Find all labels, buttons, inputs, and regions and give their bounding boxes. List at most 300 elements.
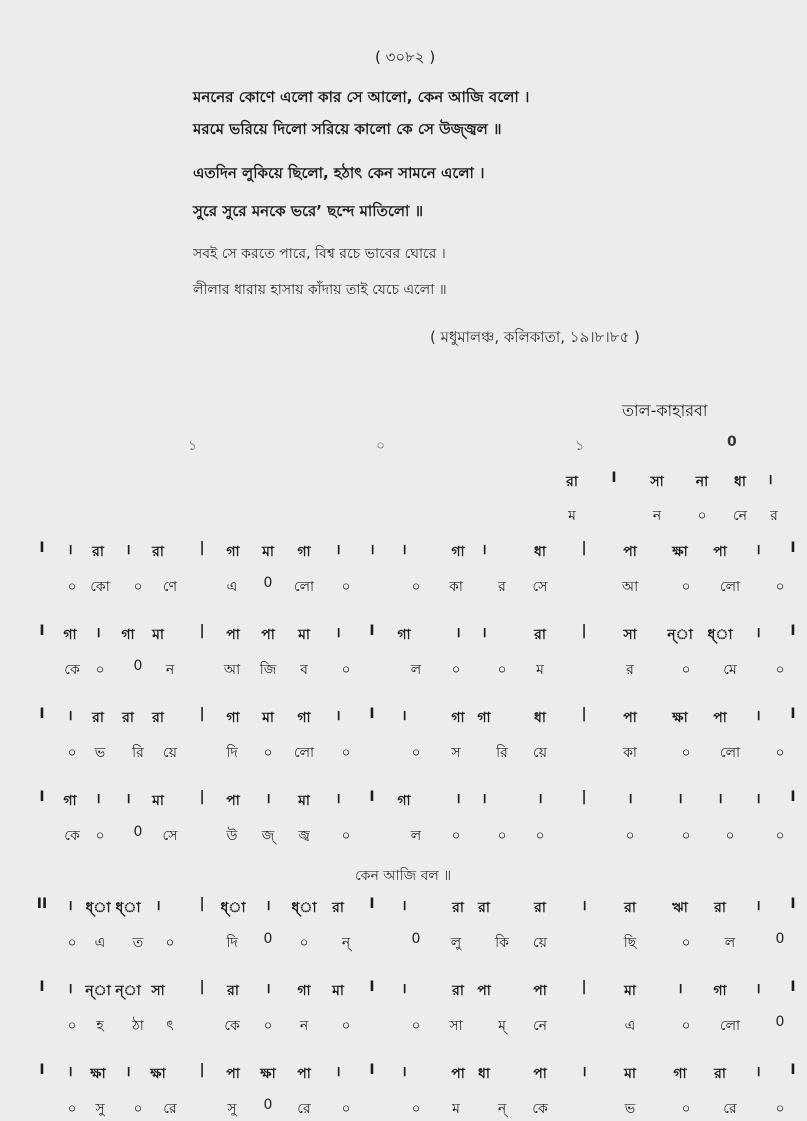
lyric: রে <box>163 1101 177 1117</box>
note: গা <box>713 983 727 999</box>
note: I <box>369 789 375 805</box>
note: ধা <box>734 474 746 490</box>
lyric: ০ <box>67 745 77 761</box>
note: । <box>481 542 487 558</box>
lyric: লো <box>719 579 741 595</box>
lyric: সে <box>162 828 178 844</box>
lyric: দি <box>226 745 238 761</box>
lyric: ০ <box>411 579 421 595</box>
note: পা <box>533 1066 547 1082</box>
beat-mark-3: ১ <box>575 438 585 454</box>
note: গা <box>226 710 240 726</box>
lyric: লু <box>450 935 462 951</box>
note: । <box>67 898 73 914</box>
beat-mark-4: 0 <box>727 434 737 450</box>
note: মা <box>262 544 274 560</box>
note: ধ্‌া <box>85 900 111 916</box>
note: পা <box>533 983 547 999</box>
note: গা <box>297 983 311 999</box>
note: । <box>755 1064 761 1080</box>
lyric: জি <box>259 662 277 678</box>
lyric: ০ <box>497 828 507 844</box>
lyric: ০ <box>341 745 351 761</box>
note: গা <box>121 627 135 643</box>
lyric: ন <box>652 508 662 524</box>
lyric: ম <box>568 508 576 524</box>
lyric: ম্‌ <box>498 1018 506 1034</box>
note: । <box>755 791 761 807</box>
beat-mark-2: ০ <box>376 438 386 454</box>
lyric: ০ <box>411 745 421 761</box>
lyric: কা <box>623 745 637 761</box>
note: সা <box>623 627 637 643</box>
note: । <box>95 625 101 641</box>
note: । <box>67 1064 73 1080</box>
note: | <box>581 540 587 556</box>
lyric: লো <box>293 745 315 761</box>
poem-line-6: লীলার ধারায় হাসায় কাঁদায় তাই যেচে এলো ॥ <box>193 282 447 298</box>
lyrics-row <box>0 824 807 848</box>
note: গা <box>673 1066 687 1082</box>
lyrics-row <box>0 931 807 955</box>
lyric: ০ <box>775 1101 785 1117</box>
note: II <box>36 896 48 912</box>
lyric: ণে <box>162 579 178 595</box>
note: | <box>199 896 205 912</box>
lyric: ল <box>410 828 422 844</box>
beat-mark-1: ১ <box>188 438 198 454</box>
lyric: য়ে <box>533 935 547 951</box>
note: পা <box>623 710 637 726</box>
note: । <box>677 981 683 997</box>
lyrics-row <box>0 741 807 765</box>
note: | <box>199 789 205 805</box>
poem-line-3: এতদিন লুকিয়ে ছিলো, হঠাৎ কেন সামনে এলো । <box>193 164 485 182</box>
note: । <box>755 708 761 724</box>
lyric: ০ <box>341 828 351 844</box>
note: | <box>199 1062 205 1078</box>
lyric: ০ <box>67 935 77 951</box>
lyric: কে <box>64 662 80 678</box>
note: । <box>265 981 271 997</box>
notes-row <box>0 896 807 920</box>
note: I <box>790 789 796 805</box>
note: । <box>335 1064 341 1080</box>
note: I <box>790 896 796 912</box>
note: | <box>581 623 587 639</box>
lyric: ০ <box>341 1101 351 1117</box>
note: পা <box>226 627 240 643</box>
lyric: রে <box>723 1101 737 1117</box>
lyric: ছি <box>623 935 637 951</box>
poem-line-2: মরমে ভরিয়ে দিলো সরিয়ে কালো কে সে উজ্জ্বল ॥ <box>193 120 502 138</box>
lyric: ০ <box>681 828 691 844</box>
tal-label: তাল-কাহারবা <box>622 401 708 420</box>
note: গা <box>297 710 311 726</box>
lyric: মে <box>723 662 737 678</box>
note: । <box>125 1064 131 1080</box>
lyric: ৎ <box>166 1018 174 1034</box>
note: । <box>455 625 461 641</box>
note: রা <box>624 900 636 916</box>
lyric: লো <box>719 745 741 761</box>
note: । <box>335 791 341 807</box>
lyric: ল <box>724 935 736 951</box>
note: গা <box>63 627 77 643</box>
lyric: রি <box>132 745 144 761</box>
lyric: ম <box>536 662 544 678</box>
note: মা <box>298 793 310 809</box>
lyric: লো <box>293 579 315 595</box>
note: । <box>401 1064 407 1080</box>
lyric: ০ <box>725 828 735 844</box>
note: I <box>790 623 796 639</box>
note: গা <box>451 710 465 726</box>
lyric: ০ <box>625 828 635 844</box>
lyric: রি <box>496 745 508 761</box>
note: রা <box>122 710 134 726</box>
note: I <box>39 1062 45 1078</box>
note: I <box>790 979 796 995</box>
note: | <box>199 979 205 995</box>
lyric: এ <box>226 579 238 595</box>
note: ধ্‌া <box>220 900 246 916</box>
lyric: ০ <box>341 579 351 595</box>
note: পা <box>226 1066 240 1082</box>
note: | <box>199 623 205 639</box>
note: । <box>67 981 73 997</box>
note: । <box>401 542 407 558</box>
lyric: ০ <box>697 508 707 524</box>
note: পা <box>261 627 275 643</box>
note: । <box>767 472 773 488</box>
note: । <box>125 791 131 807</box>
note: সা <box>151 983 165 999</box>
note: মা <box>332 983 344 999</box>
note: ধ্‌া <box>707 627 733 643</box>
lyric: এ <box>94 935 106 951</box>
notes-row <box>0 1062 807 1086</box>
note: । <box>755 981 761 997</box>
lyric: ০ <box>165 935 175 951</box>
lyric: নে <box>532 1018 548 1034</box>
note: গা <box>451 544 465 560</box>
note: ঋা <box>672 900 688 916</box>
lyric: ০ <box>775 579 785 595</box>
note: রা <box>152 544 164 560</box>
note: । <box>265 791 271 807</box>
lyric: 0 <box>133 824 143 840</box>
note: রা <box>534 627 546 643</box>
lyric: আ <box>223 662 241 678</box>
note: । <box>265 898 271 914</box>
note: । <box>677 791 683 807</box>
page-number: ( ৩০৮২ ) <box>375 48 436 66</box>
lyric: দি <box>226 935 238 951</box>
note: পা <box>713 544 727 560</box>
note: । <box>537 791 543 807</box>
note: রা <box>452 900 464 916</box>
lyric: 0 <box>411 931 421 947</box>
note: মা <box>298 627 310 643</box>
notes-row <box>0 623 807 647</box>
lyric: ০ <box>535 828 545 844</box>
lyric: ০ <box>775 745 785 761</box>
note: মা <box>624 983 636 999</box>
lyric: ০ <box>681 745 691 761</box>
note: রা <box>92 544 104 560</box>
lyrics-row <box>0 1097 807 1121</box>
note: I <box>369 623 375 639</box>
note: রা <box>478 900 490 916</box>
notes-row <box>0 540 807 564</box>
note: পা <box>623 544 637 560</box>
lyric: ০ <box>263 1018 273 1034</box>
lyric: ০ <box>299 935 309 951</box>
lyric: সু <box>227 1101 237 1117</box>
lyric: জ্‌ <box>261 828 275 844</box>
note: । <box>481 625 487 641</box>
mid-caption: কেন আজি বল ॥ <box>355 868 452 884</box>
lyric: সু <box>95 1101 105 1117</box>
note: I <box>369 1062 375 1078</box>
lyric: হ <box>96 1018 104 1034</box>
note: । <box>401 898 407 914</box>
lyric: সা <box>449 1018 463 1034</box>
credit-line: ( মধুমালঞ্চ, কলিকাতা, ১৯।৮।৮৫ ) <box>430 328 640 346</box>
lyric: ম <box>452 1101 460 1117</box>
note: I <box>790 540 796 556</box>
lyric: য়ে <box>163 745 177 761</box>
lyric: ০ <box>95 828 105 844</box>
lyric: ০ <box>263 745 273 761</box>
lyric: লো <box>719 1018 741 1034</box>
note: গা <box>63 793 77 809</box>
note: পা <box>477 983 491 999</box>
note: I <box>39 979 45 995</box>
lyric: 0 <box>775 1014 785 1030</box>
note: মা <box>262 710 274 726</box>
note: ক্ষা <box>672 710 688 726</box>
note: ধা <box>534 710 546 726</box>
lyric: 0 <box>263 1097 273 1113</box>
note: । <box>335 708 341 724</box>
note: । <box>717 791 723 807</box>
note: ক্ষা <box>150 1066 166 1082</box>
lyric: র <box>626 662 634 678</box>
note: ধা <box>534 544 546 560</box>
note: I <box>369 706 375 722</box>
lyric: কে <box>224 1018 240 1034</box>
lyric: এ <box>624 1018 636 1034</box>
lyric: কে <box>64 828 80 844</box>
note: । <box>581 1064 587 1080</box>
lyric: ০ <box>681 935 691 951</box>
lyric: ন <box>165 662 175 678</box>
note: । <box>125 542 131 558</box>
intro-lyrics <box>0 504 807 528</box>
note: পা <box>451 1066 465 1082</box>
note: রা <box>714 1066 726 1082</box>
note: । <box>481 791 487 807</box>
note: ক্ষা <box>90 1066 106 1082</box>
notes-row <box>0 979 807 1003</box>
note: পা <box>297 1066 311 1082</box>
note: ন্‌া <box>667 627 693 643</box>
note: । <box>581 898 587 914</box>
note: ন্‌া <box>85 983 111 999</box>
lyric: সে <box>532 579 548 595</box>
note: ন্‌া <box>115 983 141 999</box>
note: । <box>755 625 761 641</box>
lyric: ০ <box>67 1101 77 1117</box>
notes-row <box>0 706 807 730</box>
note: ধ্‌া <box>115 900 141 916</box>
lyric: ০ <box>681 1018 691 1034</box>
lyric: ভ <box>94 745 106 761</box>
lyric: স <box>451 745 461 761</box>
lyric: 0 <box>775 931 785 947</box>
note: ক্ষা <box>260 1066 276 1082</box>
note: | <box>581 979 587 995</box>
note: I <box>39 706 45 722</box>
note: ধ্‌া <box>291 900 317 916</box>
note: গা <box>397 627 411 643</box>
lyric: নে <box>732 508 748 524</box>
note: । <box>155 898 161 914</box>
poem-line-1: মননের কোণে এলো কার সে আলো, কেন আজি বলো । <box>193 88 530 106</box>
notes-row <box>0 789 807 813</box>
note: গা <box>297 544 311 560</box>
lyric: ০ <box>775 662 785 678</box>
lyric: জ্ব <box>298 828 310 844</box>
note: পা <box>713 710 727 726</box>
note: ক্ষা <box>672 544 688 560</box>
note: । <box>67 542 73 558</box>
lyric: 0 <box>263 575 273 591</box>
note: । <box>755 542 761 558</box>
note: । <box>67 708 73 724</box>
note: রা <box>152 710 164 726</box>
note: মা <box>624 1066 636 1082</box>
note: রা <box>227 983 239 999</box>
note: রা <box>332 900 344 916</box>
lyric: আ <box>621 579 639 595</box>
note: I <box>369 979 375 995</box>
note: । <box>755 898 761 914</box>
note: I <box>39 789 45 805</box>
lyric: ন্‌ <box>497 1101 507 1117</box>
lyric: ঠা <box>132 1018 144 1034</box>
note: রা <box>534 900 546 916</box>
lyric: 0 <box>263 931 273 947</box>
lyric: ০ <box>95 662 105 678</box>
poem-line-5: সবই সে করতে পারে, বিশ্ব রচে ভাবের ঘোরে । <box>193 246 446 262</box>
lyric: ০ <box>497 662 507 678</box>
note: । <box>401 981 407 997</box>
lyric: ০ <box>775 828 785 844</box>
note: I <box>790 706 796 722</box>
note: । <box>335 625 341 641</box>
lyric: ০ <box>133 579 143 595</box>
lyric: ০ <box>341 1018 351 1034</box>
lyric: ভ <box>624 1101 636 1117</box>
lyric: রে <box>297 1101 311 1117</box>
note: I <box>39 623 45 639</box>
note: । <box>335 542 341 558</box>
note: গা <box>397 793 411 809</box>
lyric: কি <box>495 935 509 951</box>
note: রা <box>452 983 464 999</box>
note: রা <box>92 710 104 726</box>
lyrics-row <box>0 1014 807 1038</box>
lyric: ব <box>300 662 308 678</box>
note: পা <box>226 793 240 809</box>
lyric: ন <box>299 1018 309 1034</box>
lyric: র <box>498 579 506 595</box>
lyric: র <box>770 508 778 524</box>
note: না <box>695 474 709 490</box>
lyric: ত <box>132 935 144 951</box>
lyrics-row <box>0 658 807 682</box>
lyric: 0 <box>133 658 143 674</box>
lyric: উ <box>226 828 238 844</box>
lyric: কো <box>90 579 110 595</box>
lyric: ০ <box>681 1101 691 1117</box>
lyric: কে <box>532 1101 548 1117</box>
note: | <box>581 789 587 805</box>
lyric: কা <box>449 579 463 595</box>
note: । <box>95 791 101 807</box>
lyric: ০ <box>67 579 77 595</box>
poem-line-4: সুরে সুরে মনকে ভরে’ ছন্দে মাতিলো ॥ <box>193 202 424 220</box>
note: | <box>581 706 587 722</box>
note: I <box>369 896 375 912</box>
note: | <box>199 540 205 556</box>
note: । <box>401 708 407 724</box>
note: । <box>369 542 375 558</box>
note: I <box>39 540 45 556</box>
lyric: ০ <box>67 1018 77 1034</box>
note: ধা <box>478 1066 490 1082</box>
lyric: ০ <box>341 662 351 678</box>
lyric: য়ে <box>533 745 547 761</box>
lyric: ০ <box>451 828 461 844</box>
note: I <box>790 1062 796 1078</box>
note: | <box>199 706 205 722</box>
note: সা <box>650 474 664 490</box>
note: I <box>611 470 617 486</box>
lyric: ০ <box>133 1101 143 1117</box>
lyric: ০ <box>681 579 691 595</box>
lyric: ০ <box>411 1018 421 1034</box>
intro-notes <box>0 470 807 494</box>
note: । <box>455 791 461 807</box>
note: মা <box>152 627 164 643</box>
lyric: ০ <box>411 1101 421 1117</box>
note: গা <box>226 544 240 560</box>
note: মা <box>152 793 164 809</box>
lyric: ০ <box>451 662 461 678</box>
note: । <box>627 791 633 807</box>
note: রা <box>714 900 726 916</box>
lyrics-row <box>0 575 807 599</box>
note: রা <box>566 474 578 490</box>
lyric: ০ <box>681 662 691 678</box>
lyric: ল <box>410 662 422 678</box>
note: গা <box>477 710 491 726</box>
lyric: ন্‌ <box>341 935 351 951</box>
